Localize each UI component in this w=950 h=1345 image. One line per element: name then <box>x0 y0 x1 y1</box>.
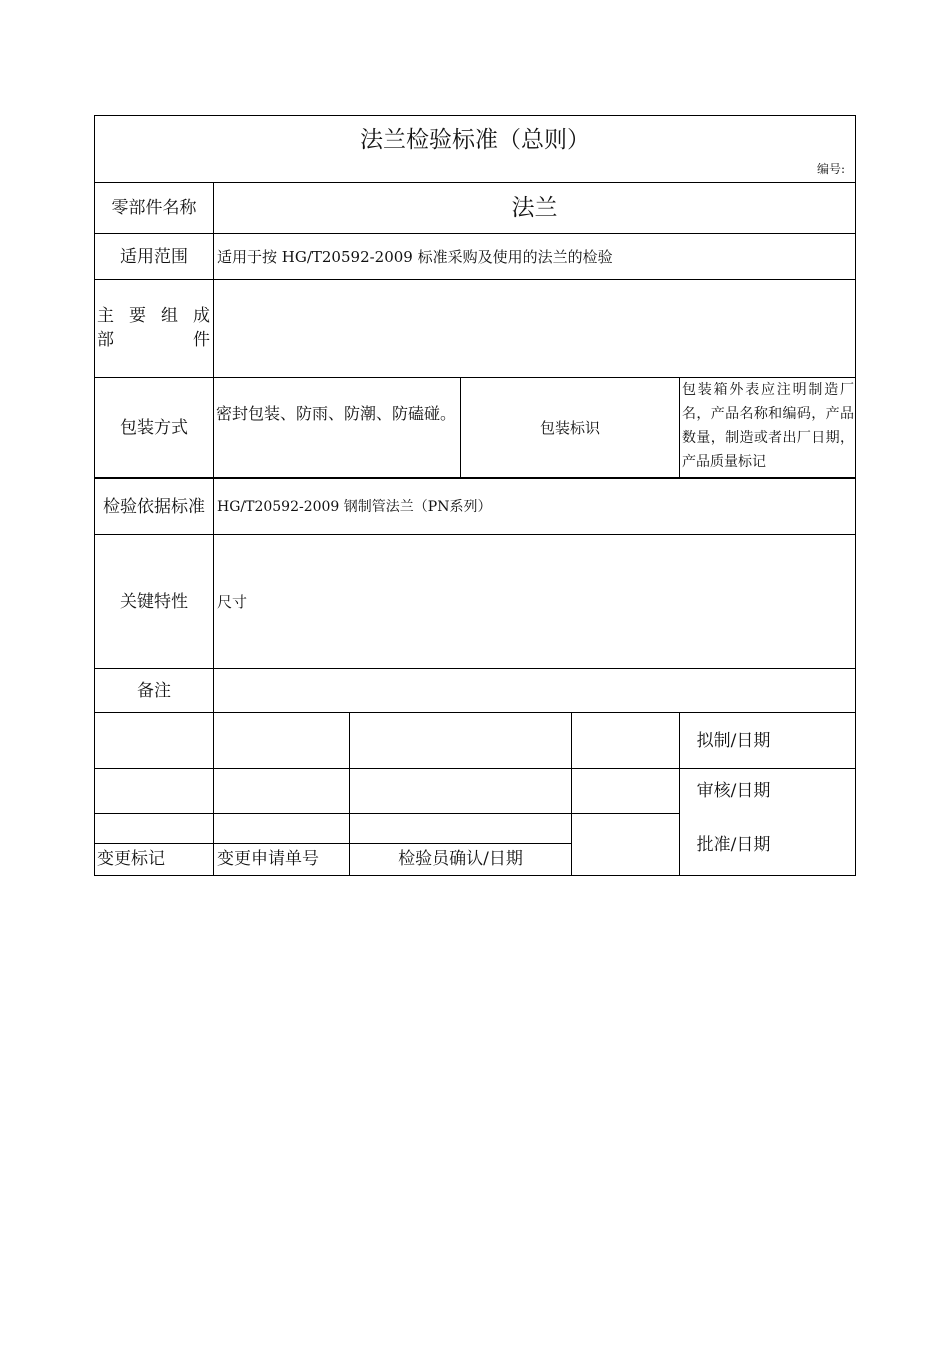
standard-basis-label: 检验依据标准 <box>103 496 205 517</box>
components-value <box>214 280 855 377</box>
scope-label: 适用范围 <box>120 246 188 267</box>
remarks-value <box>214 669 855 712</box>
drafted-date-label: 拟制/日期 <box>696 730 771 751</box>
col-divider <box>571 712 572 875</box>
part-name-value: 法兰 <box>511 195 558 221</box>
document-title: 法兰检验标准（总则） <box>360 127 590 153</box>
packaging-mark-label: 包装标识 <box>539 418 600 437</box>
change-request-no-header: 变更申请单号 <box>217 849 319 869</box>
standard-basis-value: HG/T20592-2009 钢制管法兰（PN系列） <box>217 498 492 515</box>
approved-date-label: 批准/日期 <box>696 834 771 855</box>
serial-number-label: 编号: <box>816 162 845 176</box>
packaging-mark-value: 包装箱外表应注明制造厂名，产品名称和编码，产品数量，制造或者出厂日期，产品质量标记 <box>682 382 854 470</box>
row-divider <box>95 813 679 814</box>
scope-value: 适用于按 HG/T20592-2009 标准采购及使用的法兰的检验 <box>217 247 613 266</box>
packaging-label: 包装方式 <box>120 417 188 438</box>
inspector-confirm-header: 检验员确认/日期 <box>398 849 523 869</box>
key-features-value: 尺寸 <box>217 592 248 611</box>
inspection-standard-form <box>94 115 856 876</box>
remarks-label: 备注 <box>137 680 171 701</box>
col-divider <box>679 377 680 477</box>
part-name-label: 零部件名称 <box>111 198 197 218</box>
components-label: 主 要 组 成 部 件 <box>97 306 213 350</box>
change-mark-header: 变更标记 <box>97 849 165 869</box>
reviewed-date-label: 审核/日期 <box>696 781 771 801</box>
key-features-label: 关键特性 <box>120 591 188 612</box>
packaging-method: 密封包装、防雨、防潮、防磕碰。 <box>216 404 457 423</box>
